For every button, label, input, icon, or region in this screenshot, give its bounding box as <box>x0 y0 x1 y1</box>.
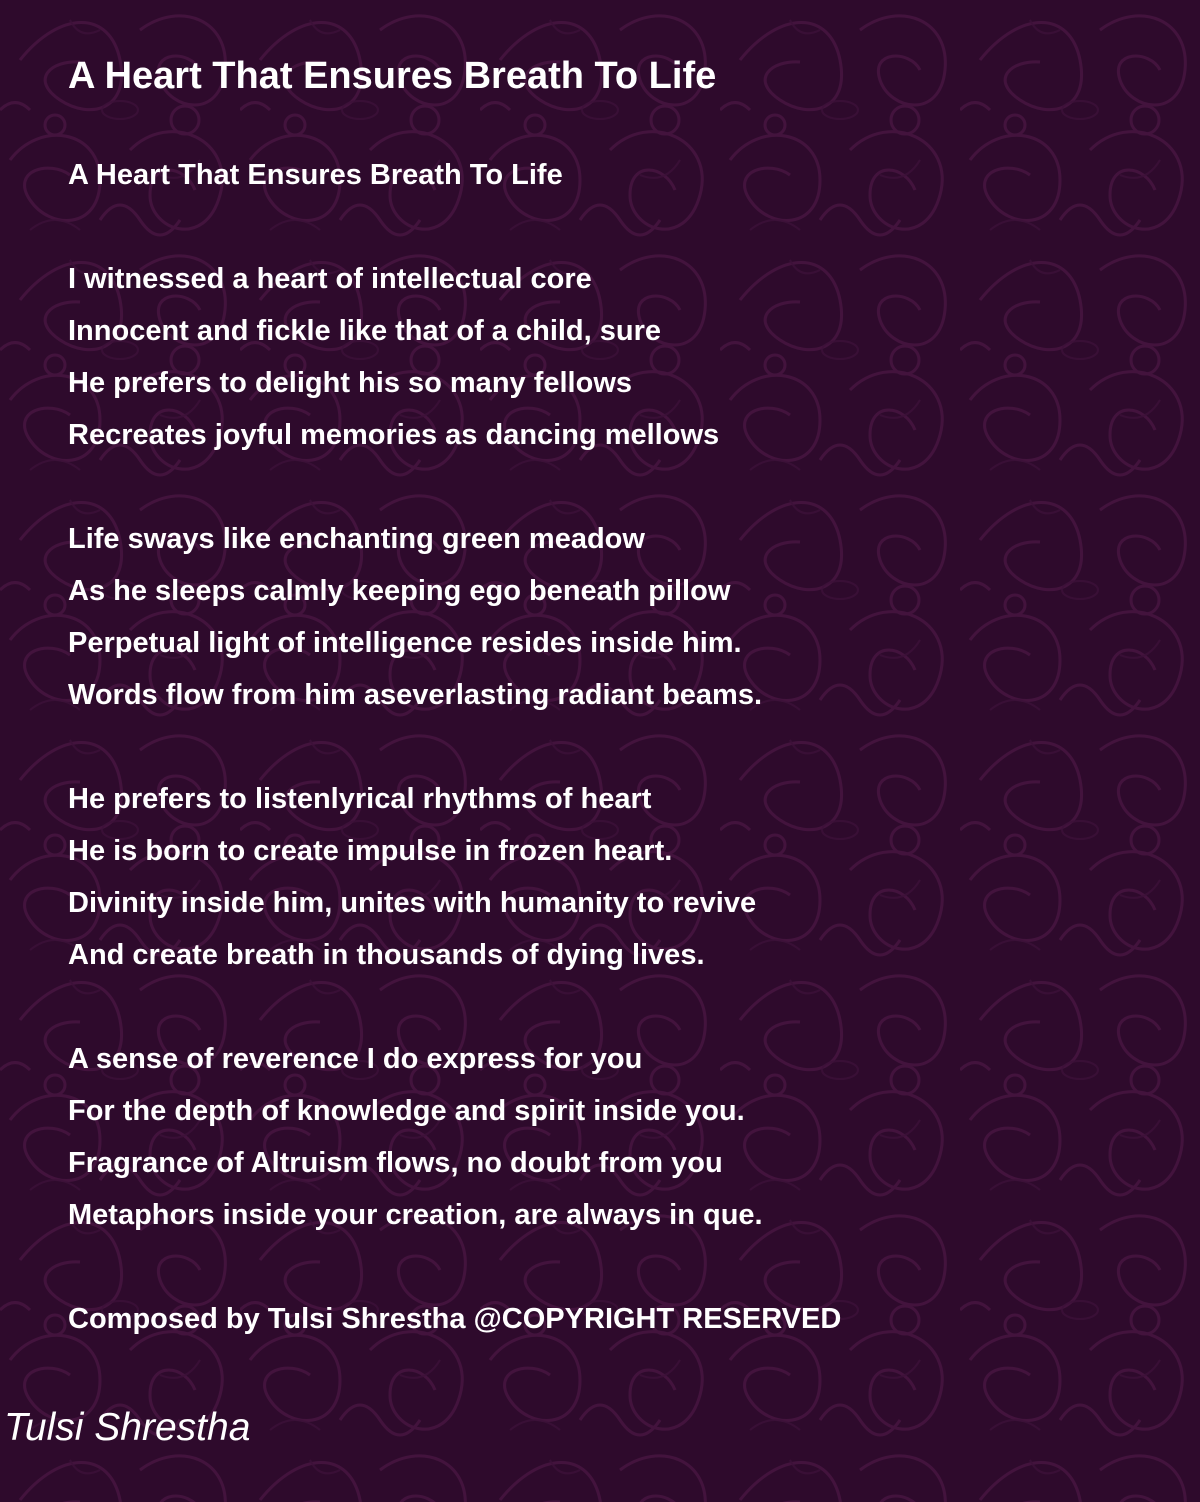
poem-line: He prefers to delight his so many fellows <box>68 367 633 399</box>
poem-line: He prefers to listenlyrical rhythms of heart <box>68 783 652 815</box>
poem-line: A Heart That Ensures Breath To Life <box>68 159 563 191</box>
poem-line: Life sways like enchanting green meadow <box>68 523 645 555</box>
poem-line: And create breath in thousands of dying lives. <box>68 939 705 971</box>
poem-line: He is born to create impulse in frozen heart. <box>68 835 673 867</box>
page-title: A Heart That Ensures Breath To Life <box>68 55 717 97</box>
stanza-break <box>68 1241 841 1293</box>
poem-line: Recreates joyful memories as dancing mellows <box>68 419 720 451</box>
stanza-break <box>68 721 841 773</box>
poem-line: Perpetual light of intelligence resides inside him. <box>68 627 742 659</box>
poem-line: For the depth of knowledge and spirit inside you. <box>68 1095 745 1127</box>
stanza-break <box>68 461 841 513</box>
poem-line: I witnessed a heart of intellectual core <box>68 263 592 295</box>
poem-line: Composed by Tulsi Shrestha @COPYRIGHT RESERVED <box>68 1303 842 1335</box>
poem-line: As he sleeps calmly keeping ego beneath pillow <box>68 575 731 607</box>
stanza-break <box>68 981 841 1033</box>
poem-line: A sense of reverence I do express for you <box>68 1043 643 1075</box>
poem-body <box>68 149 841 1345</box>
poem-line: Fragrance of Altruism flows, no doubt from you <box>68 1147 723 1179</box>
poem-line: Innocent and fickle like that of a child, sure <box>68 315 662 347</box>
poem-line: Metaphors inside your creation, are always in que. <box>68 1199 763 1231</box>
poem-line: Words flow from him aseverlasting radiant beams. <box>68 679 763 711</box>
stanza-break <box>68 201 841 253</box>
poem-line: Divinity inside him, unites with humanity to revive <box>68 887 757 919</box>
author-signature: Tulsi Shrestha <box>4 1406 251 1449</box>
